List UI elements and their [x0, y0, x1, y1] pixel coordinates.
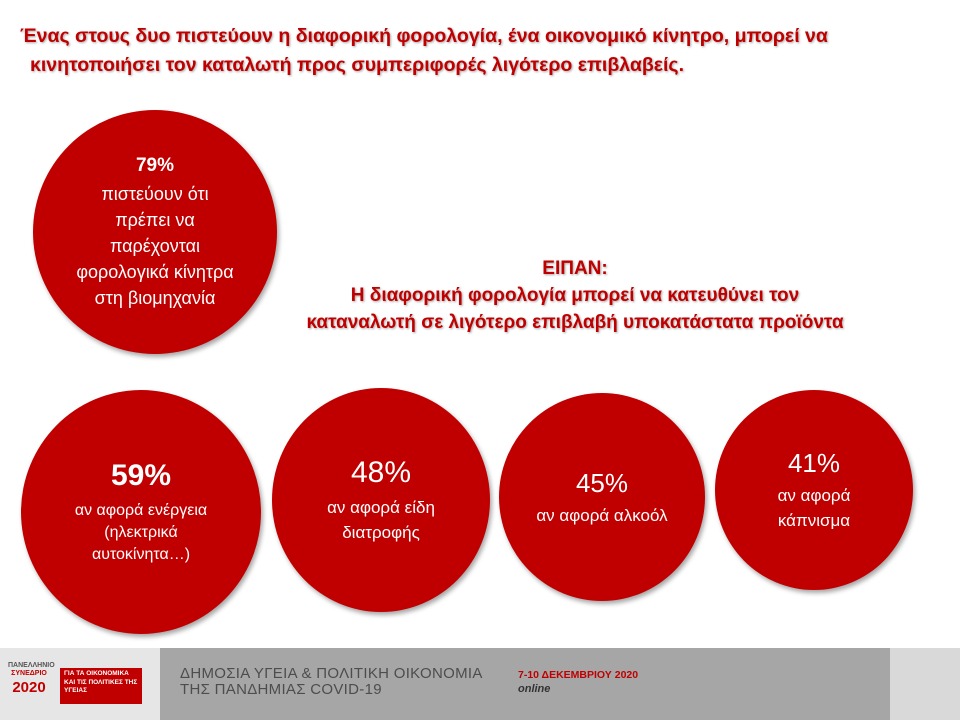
stat-text: αν αφορά κάπνισμα — [777, 486, 851, 530]
conference-date-text: 7-10 ΔΕΚΕΜΒΡΙΟΥ 2020 — [518, 669, 639, 681]
logo-mid-text: ΣΥΝΕΔΡΙΟ — [11, 670, 47, 677]
logo-top-text: ΠΑΝΕΛΛΗΝΙΟ — [8, 662, 55, 669]
footer-title-area — [160, 648, 890, 720]
stat-circle-energy — [21, 390, 261, 634]
stat-text: αν αφορά ενέργεια (ηλεκτρικά αυτοκίνητα…) — [74, 502, 208, 563]
said-line-1: Η διαφορική φορολογία μπορεί να κατευθύνει τον — [350, 285, 800, 306]
conference-dates — [518, 668, 638, 696]
footer-right-block — [890, 648, 960, 720]
said-line-2: καταναλωτή σε λιγότερο επιβλαβή υποκατάστατα προϊόντα — [306, 312, 844, 333]
conference-title — [180, 666, 483, 698]
main-stat-text: πιστεύουν ότι πρέπει να παρέχονται φορολογικά κίνητρα στη βιομηχανία — [76, 184, 234, 308]
said-title: ΕΙΠΑΝ: — [542, 258, 608, 279]
stat-circle-alcohol — [499, 393, 705, 601]
stat-percent: 45% — [575, 467, 629, 498]
conference-online: online — [518, 683, 551, 695]
stat-circle-food — [272, 388, 490, 612]
stat-percent: 59% — [110, 459, 172, 492]
stat-text: αν αφορά αλκοόλ — [536, 505, 668, 525]
stat-circle-smoking — [715, 390, 913, 590]
headline-line-1: Ένας στους δυο πιστεύουν η διαφορική φορολογία, ένα οικονομικό κίνητρο, μπορεί να — [20, 25, 828, 47]
conference-title-line-2: ΤΗΣ ΠΑΝΔΗΜΙΑΣ COVID-19 — [180, 681, 382, 698]
stat-percent: 48% — [350, 456, 412, 489]
stat-text: αν αφορά είδη διατροφής — [327, 498, 435, 542]
main-stat-percent: 79% — [135, 155, 175, 176]
stat-percent: 41% — [787, 448, 841, 478]
congress-logo — [8, 662, 55, 696]
headline-line-2: κινητοποιήσει τον καταλωτή προς συμπεριφορές λιγότερο επιβλαβείς. — [30, 54, 684, 76]
footer-bar — [0, 648, 960, 720]
said-block — [255, 255, 895, 336]
footer-logo-area — [0, 648, 160, 720]
slide-headline — [20, 22, 940, 80]
logo-year: 2020 — [12, 679, 46, 696]
conference-title-line-1: ΔΗΜΟΣΙΑ ΥΓΕΙΑ & ΠΟΛΙΤΙΚΗ ΟΙΚΟΝΟΜΙΑ — [180, 665, 483, 682]
logo-red-box: ΓΙΑ ΤΑ ΟΙΚΟΝΟΜΙΚΑ ΚΑΙ ΤΙΣ ΠΟΛΙΤΙΚΕΣ ΤΗΣ ΥΓΕΙΑΣ — [60, 668, 142, 704]
main-stat-circle — [33, 110, 277, 354]
